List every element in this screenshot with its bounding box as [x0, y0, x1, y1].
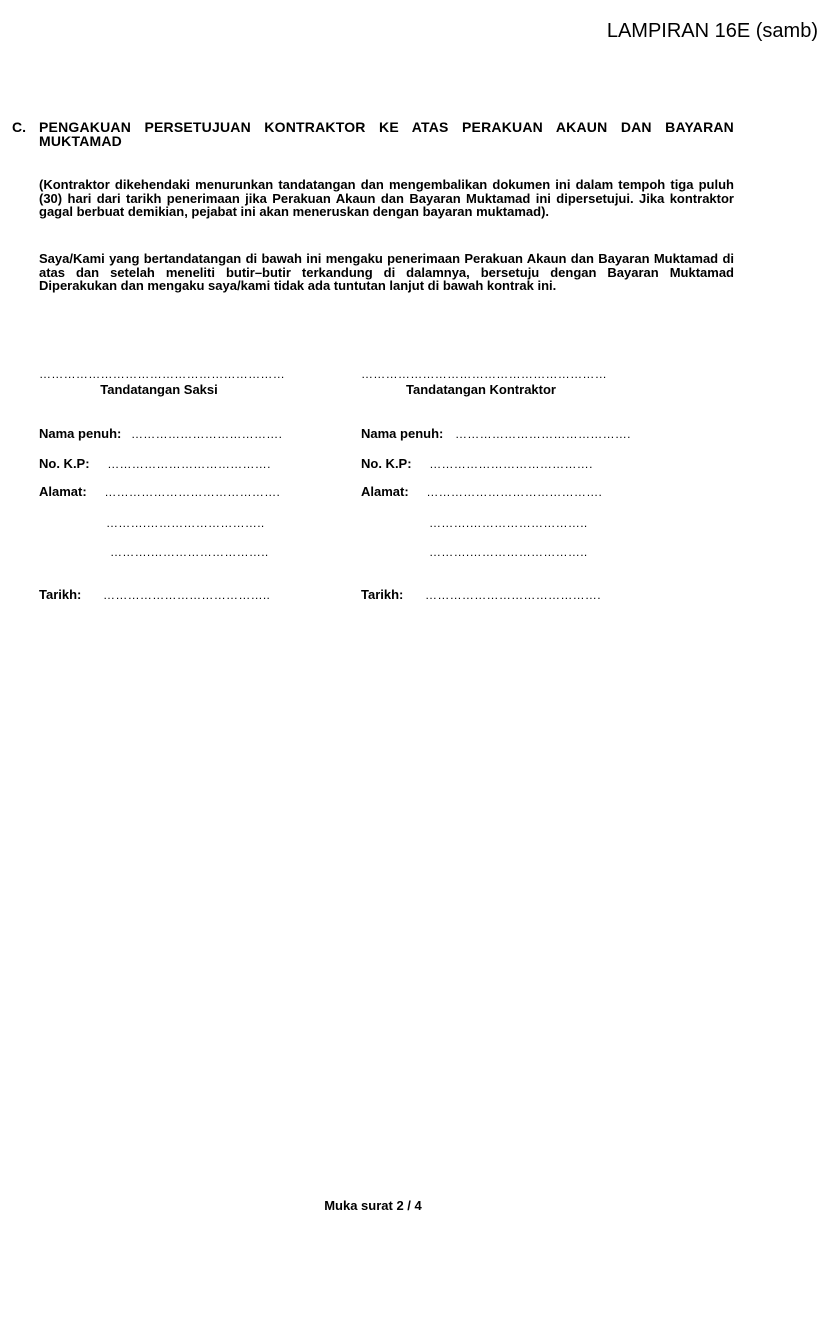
section-heading — [12, 120, 734, 148]
witness-address-field-3[interactable]: ……….……………………….. — [110, 545, 269, 559]
contractor-address-field-1[interactable]: ……………………………………. — [426, 485, 603, 499]
witness-ic-row — [39, 456, 271, 471]
contractor-name-row — [361, 426, 631, 441]
witness-ic-field[interactable]: …………………………………. — [107, 457, 271, 471]
contractor-address-field-3[interactable]: ……….……………………….. — [429, 545, 588, 559]
witness-date-label: Tarikh: — [39, 587, 82, 602]
witness-ic-label: No. K.P: — [39, 456, 90, 471]
contractor-signature-line[interactable]: …………………………………………………… — [361, 368, 607, 381]
witness-date-row — [39, 587, 270, 602]
contractor-date-field[interactable]: ……………………………………. — [425, 588, 601, 602]
contractor-ic-field[interactable]: …………………………………. — [429, 457, 593, 471]
witness-date-field[interactable]: ………………………………….. — [103, 588, 271, 602]
appendix-label: LAMPIRAN 16E (samb) — [606, 20, 818, 42]
declaration-paragraph: Saya/Kami yang bertandatangan di bawah ini mengaku penerimaan Perakuan Akaun dan Bayaran Muktamad di atas dan setelah meneliti butir–butir terkandung di dalamnya, bersetuju dengan Bayaran Muktamad Diperakukan dan mengaku saya/kami tidak ada tuntutan lanjut di bawah kontrak ini. — [39, 251, 734, 293]
section-letter: C. — [12, 119, 26, 135]
contractor-signature-block — [361, 368, 681, 397]
contractor-ic-row — [361, 456, 593, 471]
witness-name-field[interactable]: ………………………………. — [130, 427, 283, 441]
witness-signature-line[interactable]: …………………………………………………… — [39, 368, 285, 381]
contractor-signature-label: Tandatangan Kontraktor — [406, 382, 556, 397]
contractor-ic-label: No. K.P: — [361, 456, 412, 471]
contractor-address-field-2[interactable]: ……….……………………….. — [429, 516, 588, 530]
witness-signature-label: Tandatangan Saksi — [100, 382, 218, 397]
witness-address-field-2[interactable]: ……….……………………….. — [106, 516, 265, 530]
page-number: Muka surat 2 / 4 — [324, 1198, 422, 1213]
witness-address-row — [39, 484, 280, 499]
contractor-date-row — [361, 587, 601, 602]
section-title: PENGAKUAN PERSETUJUAN KONTRAKTOR KE ATAS PERAKUAN AKAUN DAN BAYARAN MUKTAMAD — [39, 119, 734, 149]
instruction-paragraph: (Kontraktor dikehendaki menurunkan tandatangan dan mengembalikan dokumen ini dalam tempoh tiga puluh (30) hari dari tarikh penerimaan jika Perakuan Akaun dan Bayaran Muktamad ini dipersetujui. Jika kontraktor gagal berbuat demikian, pejabat ini akan meneruskan dengan bayaran muktamad). — [39, 177, 734, 219]
contractor-date-label: Tarikh: — [361, 587, 404, 602]
contractor-name-label: Nama penuh: — [361, 426, 444, 441]
witness-signature-block — [39, 368, 339, 397]
witness-address-field-1[interactable]: ……………………………………. — [104, 485, 281, 499]
witness-name-row — [39, 426, 282, 441]
contractor-address-label: Alamat: — [361, 484, 409, 499]
contractor-name-field[interactable]: ……………………………………. — [454, 427, 631, 441]
witness-address-label: Alamat: — [39, 484, 87, 499]
witness-name-label: Nama penuh: — [39, 426, 122, 441]
contractor-address-row — [361, 484, 602, 499]
